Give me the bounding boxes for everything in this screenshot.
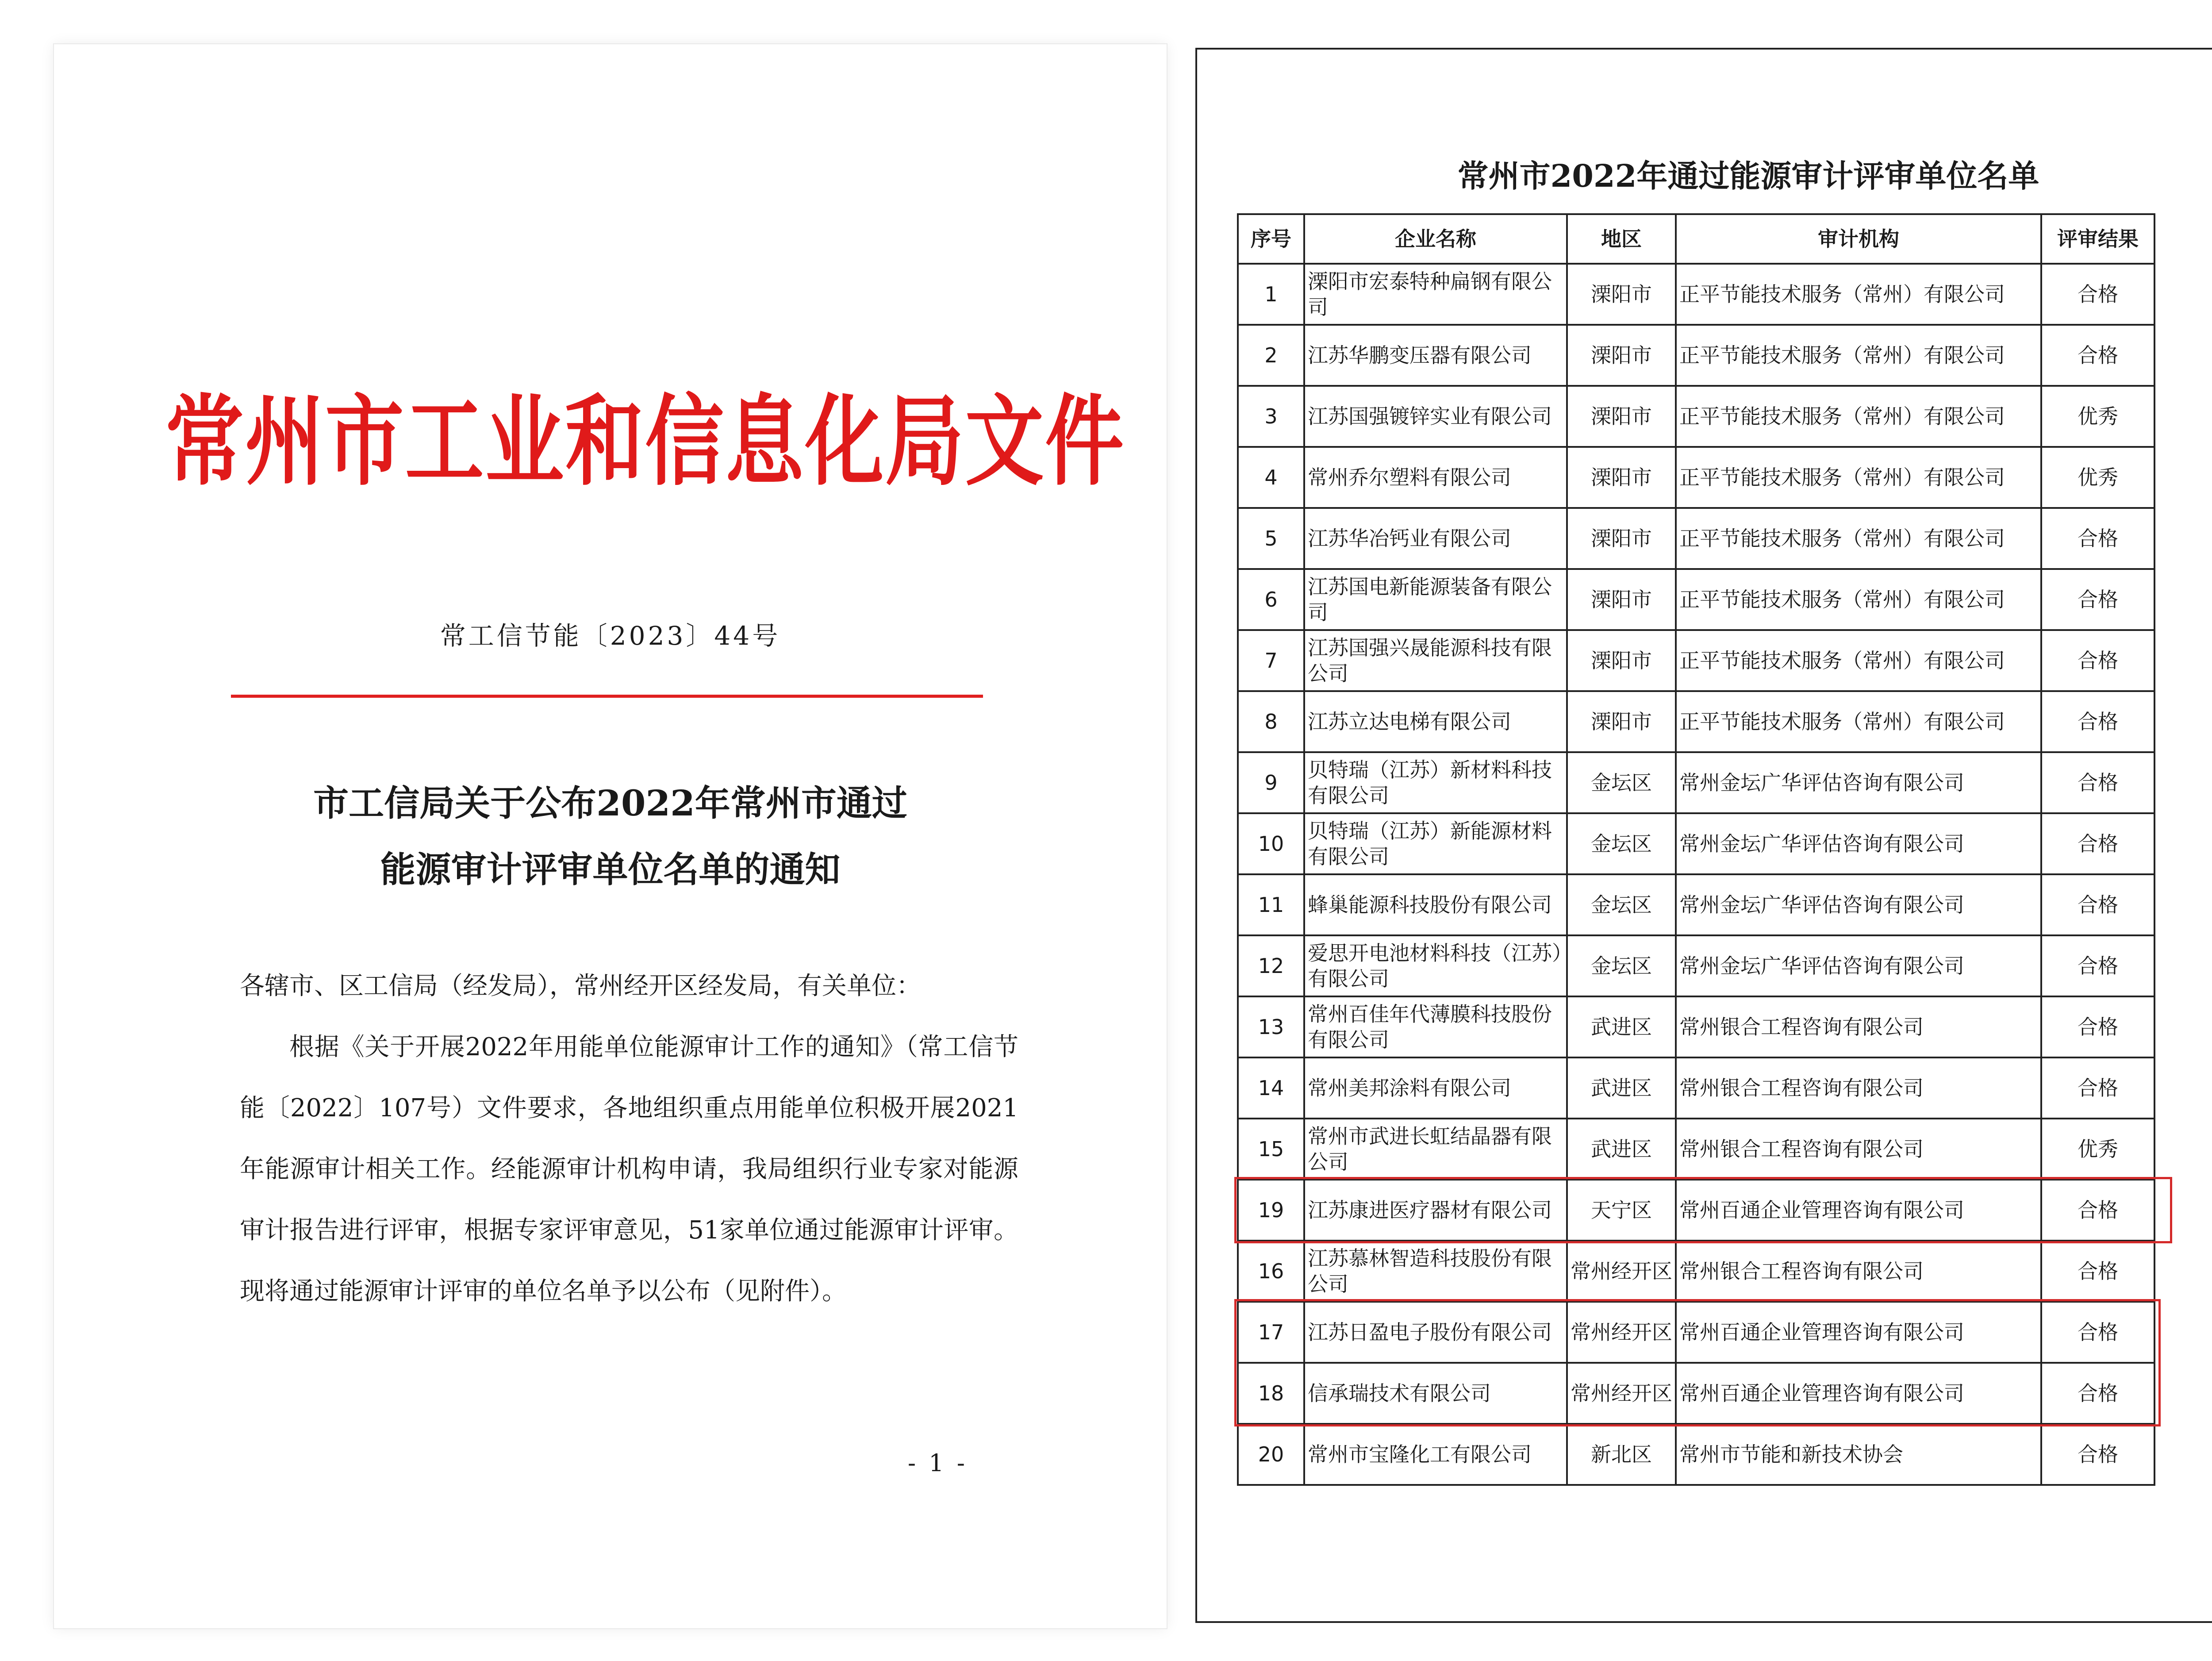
cell-result: 合格: [2041, 691, 2154, 752]
col-header-result: 评审结果: [2041, 214, 2154, 264]
cell-company: 江苏康进医疗器材有限公司: [1304, 1180, 1567, 1241]
salutation: 各辖市、区工信局（经发局），常州经开区经发局，有关单位：: [240, 972, 921, 1000]
cell-company: 溧阳市宏泰特种扁钢有限公司: [1304, 264, 1567, 325]
cell-auditor: 常州金坛广华评估咨询有限公司: [1676, 874, 2041, 935]
cell-region: 常州经开区: [1567, 1363, 1676, 1424]
col-header-company: 企业名称: [1304, 214, 1567, 264]
table-row: [1238, 630, 2154, 691]
cell-result: 合格: [2041, 264, 2154, 325]
cell-auditor: 正平节能技术服务（常州）有限公司: [1676, 508, 2041, 569]
cell-result: 合格: [2041, 935, 2154, 996]
list-page: [1195, 48, 2212, 1623]
cell-region: 常州经开区: [1567, 1241, 1676, 1302]
cell-result: 合格: [2041, 752, 2154, 813]
cell-auditor: 正平节能技术服务（常州）有限公司: [1676, 447, 2041, 508]
cell-region: 武进区: [1567, 1119, 1676, 1180]
cell-region: 金坛区: [1567, 874, 1676, 935]
notice-title: [54, 770, 1167, 903]
table-row: [1238, 1302, 2154, 1363]
cell-no: 10: [1238, 813, 1304, 874]
cell-auditor: 常州银合工程咨询有限公司: [1676, 1057, 2041, 1119]
cell-region: 金坛区: [1567, 813, 1676, 874]
cell-no: 14: [1238, 1057, 1304, 1119]
table-row: [1238, 1424, 2154, 1485]
red-divider: [231, 695, 983, 698]
cell-result: 合格: [2041, 1180, 2154, 1241]
cell-company: 江苏立达电梯有限公司: [1304, 691, 1567, 752]
issuer-header-title: 常州市工业和信息化局文件: [165, 384, 1125, 499]
cell-region: 溧阳市: [1567, 569, 1676, 630]
cell-no: 18: [1238, 1363, 1304, 1424]
cell-no: 7: [1238, 630, 1304, 691]
cell-result: 合格: [2041, 630, 2154, 691]
cell-region: 溧阳市: [1567, 264, 1676, 325]
cell-auditor: 正平节能技术服务（常州）有限公司: [1676, 325, 2041, 386]
cell-auditor: 常州银合工程咨询有限公司: [1676, 996, 2041, 1057]
cell-company: 常州市武进长虹结晶器有限公司: [1304, 1119, 1567, 1180]
cell-no: 19: [1238, 1180, 1304, 1241]
table-row: [1238, 569, 2154, 630]
cell-no: 5: [1238, 508, 1304, 569]
cell-company: 贝特瑞（江苏）新能源材料有限公司: [1304, 813, 1567, 874]
cell-result: 合格: [2041, 1302, 2154, 1363]
cell-result: 合格: [2041, 1241, 2154, 1302]
table-row: [1238, 874, 2154, 935]
cell-region: 溧阳市: [1567, 447, 1676, 508]
cell-company: 爱思开电池材料科技（江苏）有限公司: [1304, 935, 1567, 996]
table-row: [1238, 386, 2154, 447]
col-header-region: 地区: [1567, 214, 1676, 264]
cell-no: 3: [1238, 386, 1304, 447]
cell-auditor: 正平节能技术服务（常州）有限公司: [1676, 569, 2041, 630]
cell-region: 新北区: [1567, 1424, 1676, 1485]
cell-region: 天宁区: [1567, 1180, 1676, 1241]
cell-region: 常州经开区: [1567, 1302, 1676, 1363]
table-row: [1238, 813, 2154, 874]
cell-region: 溧阳市: [1567, 508, 1676, 569]
cell-company: 蜂巢能源科技股份有限公司: [1304, 874, 1567, 935]
cell-no: 17: [1238, 1302, 1304, 1363]
notice-title-line1: 市工信局关于公布2022年常州市通过: [313, 782, 907, 824]
cell-no: 12: [1238, 935, 1304, 996]
cell-no: 16: [1238, 1241, 1304, 1302]
cell-result: 优秀: [2041, 386, 2154, 447]
cell-no: 20: [1238, 1424, 1304, 1485]
cell-result: 优秀: [2041, 447, 2154, 508]
notice-body: [240, 956, 1018, 1322]
table-row: [1238, 1057, 2154, 1119]
cell-no: 13: [1238, 996, 1304, 1057]
cell-company: 信承瑞技术有限公司: [1304, 1363, 1567, 1424]
cell-company: 江苏日盈电子股份有限公司: [1304, 1302, 1567, 1363]
cell-auditor: 常州银合工程咨询有限公司: [1676, 1241, 2041, 1302]
cell-company: 常州百佳年代薄膜科技股份有限公司: [1304, 996, 1567, 1057]
cell-no: 8: [1238, 691, 1304, 752]
cell-auditor: 常州市节能和新技术协会: [1676, 1424, 2041, 1485]
col-header-auditor: 审计机构: [1676, 214, 2041, 264]
cell-company: 江苏华冶钙业有限公司: [1304, 508, 1567, 569]
cell-no: 15: [1238, 1119, 1304, 1180]
cell-no: 6: [1238, 569, 1304, 630]
cell-auditor: 常州百通企业管理咨询有限公司: [1676, 1363, 2041, 1424]
cell-auditor: 正平节能技术服务（常州）有限公司: [1676, 386, 2041, 447]
cell-auditor: 常州金坛广华评估咨询有限公司: [1676, 752, 2041, 813]
cell-region: 金坛区: [1567, 935, 1676, 996]
cell-company: 贝特瑞（江苏）新材料科技有限公司: [1304, 752, 1567, 813]
table-row: [1238, 264, 2154, 325]
document-number: 常工信节能〔2023〕44号: [440, 621, 781, 651]
cell-company: 江苏国电新能源装备有限公司: [1304, 569, 1567, 630]
list-title: 常州市2022年通过能源审计评审单位名单: [1457, 158, 2039, 194]
page-number: - 1 -: [907, 1449, 968, 1477]
cell-company: 江苏国强镀锌实业有限公司: [1304, 386, 1567, 447]
cell-result: 优秀: [2041, 1119, 2154, 1180]
cell-result: 合格: [2041, 996, 2154, 1057]
table-row: [1238, 1180, 2154, 1241]
cell-company: 常州市宝隆化工有限公司: [1304, 1424, 1567, 1485]
cell-no: 4: [1238, 447, 1304, 508]
cell-result: 合格: [2041, 1057, 2154, 1119]
table-row: [1238, 325, 2154, 386]
cell-auditor: 常州银合工程咨询有限公司: [1676, 1119, 2041, 1180]
cell-region: 武进区: [1567, 996, 1676, 1057]
body-paragraph: 根据《关于开展2022年用能单位能源审计工作的通知》（常工信节能〔2022〕107号）文件要求，各地组织重点用能单位积极开展2021年能源审计相关工作。经能源审计机构申请，我局组织行业专家对能源审计报告进行评审，根据专家评审意见，51家单位通过能源审计评审。现将通过能源审计评审的单位名单予以公布（见附件）。: [240, 1033, 1018, 1306]
cell-auditor: 常州金坛广华评估咨询有限公司: [1676, 813, 2041, 874]
table-row: [1238, 935, 2154, 996]
cell-region: 武进区: [1567, 1057, 1676, 1119]
notice-page: [54, 44, 1167, 1628]
table-row: [1238, 752, 2154, 813]
cell-auditor: 正平节能技术服务（常州）有限公司: [1676, 264, 2041, 325]
cell-result: 合格: [2041, 874, 2154, 935]
cell-company: 常州乔尔塑料有限公司: [1304, 447, 1567, 508]
cell-company: 江苏慕林智造科技股份有限公司: [1304, 1241, 1567, 1302]
table-row: [1238, 1363, 2154, 1424]
table-row: [1238, 508, 2154, 569]
cell-result: 合格: [2041, 1363, 2154, 1424]
cell-auditor: 正平节能技术服务（常州）有限公司: [1676, 691, 2041, 752]
table-row: [1238, 996, 2154, 1057]
cell-result: 合格: [2041, 813, 2154, 874]
cell-auditor: 常州百通企业管理咨询有限公司: [1676, 1302, 2041, 1363]
cell-region: 金坛区: [1567, 752, 1676, 813]
cell-company: 江苏华鹏变压器有限公司: [1304, 325, 1567, 386]
table-row: [1238, 1241, 2154, 1302]
notice-title-line2: 能源审计评审单位名单的通知: [380, 849, 841, 890]
table-header-row: [1238, 214, 2154, 264]
cell-result: 合格: [2041, 325, 2154, 386]
cell-no: 2: [1238, 325, 1304, 386]
col-header-no: 序号: [1238, 214, 1304, 264]
table-row: [1238, 1119, 2154, 1180]
cell-region: 溧阳市: [1567, 691, 1676, 752]
cell-result: 合格: [2041, 508, 2154, 569]
cell-result: 合格: [2041, 1424, 2154, 1485]
cell-company: 江苏国强兴晟能源科技有限公司: [1304, 630, 1567, 691]
cell-no: 11: [1238, 874, 1304, 935]
cell-auditor: 常州百通企业管理咨询有限公司: [1676, 1180, 2041, 1241]
cell-result: 合格: [2041, 569, 2154, 630]
cell-region: 溧阳市: [1567, 325, 1676, 386]
table-row: [1238, 447, 2154, 508]
audit-table: [1237, 213, 2155, 1486]
cell-no: 1: [1238, 264, 1304, 325]
cell-region: 溧阳市: [1567, 630, 1676, 691]
cell-no: 9: [1238, 752, 1304, 813]
cell-auditor: 常州金坛广华评估咨询有限公司: [1676, 935, 2041, 996]
cell-auditor: 正平节能技术服务（常州）有限公司: [1676, 630, 2041, 691]
cell-region: 溧阳市: [1567, 386, 1676, 447]
cell-company: 常州美邦涂料有限公司: [1304, 1057, 1567, 1119]
table-row: [1238, 691, 2154, 752]
